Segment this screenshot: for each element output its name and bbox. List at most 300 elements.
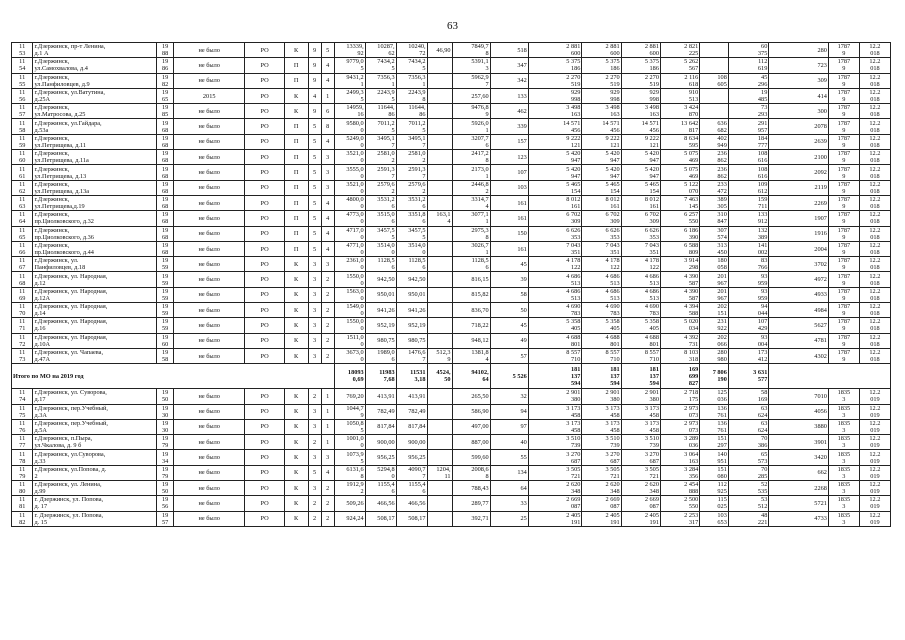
cell-code: 4781: [769, 333, 829, 348]
cell-cost_b: 8 012 161: [582, 195, 621, 210]
table-row: [12, 287, 891, 302]
cell-cost_e: 115 025: [700, 496, 729, 511]
cell-wall_material: не было: [173, 303, 244, 318]
cell-cost_c: 8 012 161: [621, 195, 660, 210]
cell-cost_c: 3 173 458: [621, 419, 660, 434]
cell-cost_total: 45: [490, 318, 528, 333]
cell-area_total: 2: [321, 496, 334, 511]
cell-floors_2: 4: [308, 88, 321, 103]
cell-cost_f: 65 573: [728, 450, 768, 465]
cell-area_total: 4: [321, 73, 334, 88]
cell-year_start: 1835 3: [828, 419, 859, 434]
cell-cost_d: 2 454 888: [660, 481, 699, 496]
cell-floors_1: К: [284, 318, 308, 333]
total-value: 11983 7,68: [365, 364, 396, 389]
cell-year_start: 1787 9: [828, 226, 859, 241]
cell-num: 11 78: [12, 450, 33, 465]
cell-year: 19 68: [157, 119, 174, 134]
cell-wall_material: не было: [173, 134, 244, 149]
cell-cost_b: 3 173 458: [582, 419, 621, 434]
cell-floors_1: К: [284, 257, 308, 272]
cell-area_c: 2581,0 2: [396, 150, 427, 165]
cell-area_total: 3: [321, 165, 334, 180]
cell-floors_2: 3: [308, 404, 321, 419]
cell-cost_c: 4 686 513: [621, 272, 660, 287]
table-row: [12, 465, 891, 480]
cell-area_c: 950,01: [396, 287, 427, 302]
cell-type: РО: [245, 303, 284, 318]
table-row: [12, 211, 891, 226]
cell-area_b: 3514,0 0: [365, 241, 396, 256]
cell-cost_f: 53 512: [728, 496, 768, 511]
cell-cost_b: 5 465 154: [582, 180, 621, 195]
cell-code: 7010: [769, 389, 829, 404]
cell-cost_e: 151 080: [700, 465, 729, 480]
cell-cost_a: 2 270 519: [528, 73, 582, 88]
cell-cost_e: 313 450: [700, 241, 729, 256]
cell-type: РО: [245, 257, 284, 272]
cell-code: 300: [769, 104, 829, 119]
cell-cost_a: 4 688 801: [528, 333, 582, 348]
cell-cost_total: 150: [490, 226, 528, 241]
cell-cost_f: 48 221: [728, 511, 768, 526]
cell-type: РО: [245, 180, 284, 195]
cell-area_b: 3515,0 6: [365, 211, 396, 226]
cell-code: 2078: [769, 119, 829, 134]
cell-plan_period: 12.2 019: [859, 419, 890, 434]
cell-cost_e: 180 058: [700, 257, 729, 272]
cell-area_c: 2591,3 7: [396, 165, 427, 180]
cell-area_total: 2: [321, 511, 334, 526]
cell-area_total: 3: [321, 257, 334, 272]
cell-floors_2: 3: [308, 481, 321, 496]
cell-address: г.Дзержинск, ул.Ватутина, д.25А: [33, 88, 157, 103]
cell-area_total: 3: [321, 150, 334, 165]
cell-cost_b: 2 669 087: [582, 496, 621, 511]
cell-area_b: 10287, 62: [365, 43, 396, 58]
cell-plan_period: 12.2 018: [859, 241, 890, 256]
cell-cost_e: [700, 88, 729, 103]
cell-num: 11 81: [12, 496, 33, 511]
cell-year_start: 1835 3: [828, 465, 859, 480]
cell-floors_2: 9: [308, 43, 321, 58]
cell-cost_a: 3 505 721: [528, 465, 582, 480]
cell-cost_b: 4 686 513: [582, 287, 621, 302]
cell-type: РО: [245, 272, 284, 287]
cell-area_d: [427, 511, 452, 526]
cell-area_total: 4: [321, 134, 334, 149]
cell-cost_b: 3 505 721: [582, 465, 621, 480]
cell-floors_1: П: [284, 165, 308, 180]
cell-year: 19 56: [157, 496, 174, 511]
cell-code: 2100: [769, 150, 829, 165]
cell-year: 19 68: [157, 226, 174, 241]
cell-num: 11 67: [12, 257, 33, 272]
cell-code: 1916: [769, 226, 829, 241]
cell-year_start: 1787 9: [828, 88, 859, 103]
cell-area_b: 782,49: [365, 404, 396, 419]
cell-cost_e: 389 305: [700, 195, 729, 210]
cell-address: г.Дзержинск, ул.Петрищева, д.13а: [33, 180, 157, 195]
cell-area_d: [427, 150, 452, 165]
cell-area_c: 1128,5 6: [396, 257, 427, 272]
cell-year: 19 59: [157, 257, 174, 272]
cell-area_b: 980,75: [365, 333, 396, 348]
total-value: 169 699 827: [660, 364, 699, 389]
cell-cost_e: 202 066: [700, 333, 729, 348]
cell-area_b: 942,50: [365, 272, 396, 287]
cell-year_start: 1835 3: [828, 404, 859, 419]
cell-area_a: 2361,0 0: [334, 257, 365, 272]
cell-area_c: 3531,2 6: [396, 195, 427, 210]
cell-area_b: 5294,8 0: [365, 465, 396, 480]
cell-area_d: [427, 226, 452, 241]
cell-address: г.Дзержинск, ул. Народная, д.14: [33, 303, 157, 318]
table-row: [12, 104, 891, 119]
cell-cost_total: 107: [490, 165, 528, 180]
cell-cost_d: 6 588 809: [660, 241, 699, 256]
cell-area_total: 1: [321, 404, 334, 419]
cell-cost_e: 402 949: [700, 134, 729, 149]
cell-cost_a: 2 620 348: [528, 481, 582, 496]
cell-cost_f: 184 777: [728, 134, 768, 149]
cell-floors_1: К: [284, 450, 308, 465]
cell-area_a: 1050,8 5: [334, 419, 365, 434]
cell-cost_b: 2 901 380: [582, 389, 621, 404]
cell-num: 11 80: [12, 481, 33, 496]
cell-cost_b: 3 510 739: [582, 435, 621, 450]
cell-cost_c: 4 688 801: [621, 333, 660, 348]
cell-plan_period: 12.2 019: [859, 481, 890, 496]
cell-code: 1907: [769, 211, 829, 226]
table-row: [12, 333, 891, 348]
cell-area_c: 1476,6 7: [396, 348, 427, 363]
table-row: [12, 165, 891, 180]
cell-wall_material: не было: [173, 272, 244, 287]
cell-year_start: 1835 3: [828, 450, 859, 465]
table-row: [12, 318, 891, 333]
cell-area_c: 11644, 86: [396, 104, 427, 119]
cell-residents: 887,00: [452, 435, 490, 450]
cell-year: 19 65: [157, 88, 174, 103]
cell-area_c: 3495,1 7: [396, 134, 427, 149]
cell-cost_a: 4 686 513: [528, 272, 582, 287]
cell-area_d: [427, 119, 452, 134]
cell-floors_1: К: [284, 435, 308, 450]
cell-year: 19 85: [157, 104, 174, 119]
cell-area_a: 1550,0 0: [334, 272, 365, 287]
cell-cost_c: 5 420 947: [621, 150, 660, 165]
cell-floors_2: 2: [308, 511, 321, 526]
cell-cost_f: 93 959: [728, 287, 768, 302]
cell-area_total: 1: [321, 419, 334, 434]
cell-floors_1: П: [284, 195, 308, 210]
cell-plan_period: 12.2 019: [859, 511, 890, 526]
cell-year_start: 1787 9: [828, 58, 859, 73]
cell-floors_1: К: [284, 333, 308, 348]
cell-cost_c: 5 358 405: [621, 318, 660, 333]
cell-cost_f: 73 293: [728, 104, 768, 119]
cell-floors_1: К: [284, 88, 308, 103]
cell-cost_f: 109 612: [728, 180, 768, 195]
cell-cost_e: 310 847: [700, 211, 729, 226]
cell-cost_d: 8 103 318: [660, 348, 699, 363]
cell-area_d: [427, 104, 452, 119]
cell-floors_2: 3: [308, 257, 321, 272]
cell-cost_total: 94: [490, 404, 528, 419]
cell-num: 11 64: [12, 211, 33, 226]
cell-cost_c: 7 043 351: [621, 241, 660, 256]
cell-cost_c: 2 881 600: [621, 43, 660, 58]
cell-num: 11 59: [12, 134, 33, 149]
cell-floors_1: К: [284, 465, 308, 480]
cell-address: г.Дзержинск, ул. Ленина, д.99: [33, 481, 157, 496]
cell-cost_c: 5 420 947: [621, 165, 660, 180]
cell-cost_d: 910 513: [660, 88, 699, 103]
cell-num: 11 53: [12, 43, 33, 58]
cell-cost_a: 5 375 186: [528, 58, 582, 73]
cell-wall_material: не было: [173, 43, 244, 58]
table-row: [12, 134, 891, 149]
cell-area_c: 3514,0 0: [396, 241, 427, 256]
cell-cost_f: 19 485: [728, 88, 768, 103]
cell-cost_b: 5 420 947: [582, 165, 621, 180]
cell-address: г.Дзержинск, ул.Гайдара, д.53а: [33, 119, 157, 134]
cell-floors_2: 3: [308, 272, 321, 287]
cell-year_start: 1787 9: [828, 119, 859, 134]
cell-cost_b: 5 358 405: [582, 318, 621, 333]
cell-wall_material: не было: [173, 511, 244, 526]
cell-area_b: 7356,3 1: [365, 73, 396, 88]
cell-floors_2: 3: [308, 303, 321, 318]
cell-area_total: 2: [321, 348, 334, 363]
cell-code: 4972: [769, 272, 829, 287]
cell-cost_d: 3 914 298: [660, 257, 699, 272]
cell-area_total: 8: [321, 119, 334, 134]
cell-residents: 5391,1 3: [452, 58, 490, 73]
cell-area_a: 9779,0 5: [334, 58, 365, 73]
cell-floors_2: 5: [308, 119, 321, 134]
table-row: [12, 511, 891, 526]
cell-area_b: 1155,4 6: [365, 481, 396, 496]
cell-cost_c: 3 270 687: [621, 450, 660, 465]
cell-cost_total: 57: [490, 348, 528, 363]
cell-area_c: 466,56: [396, 496, 427, 511]
cell-year_start: 1787 9: [828, 241, 859, 256]
cell-plan_period: 12.2 018: [859, 333, 890, 348]
cell-wall_material: не было: [173, 348, 244, 363]
cell-cost_total: 103: [490, 180, 528, 195]
cell-address: г.Дзержинск, ул. Народная, д.16: [33, 318, 157, 333]
cell-area_total: 4: [321, 195, 334, 210]
cell-address: г.Дзержинск, ул.Попова, д. 2: [33, 465, 157, 480]
cell-floors_2: 5: [308, 226, 321, 241]
cell-residents: 836,70: [452, 303, 490, 318]
cell-floors_1: П: [284, 119, 308, 134]
cell-wall_material: не было: [173, 119, 244, 134]
cell-area_c: 2579,6 2: [396, 180, 427, 195]
cell-cost_c: 2 901 380: [621, 389, 660, 404]
cell-code: 662: [769, 465, 829, 480]
cell-num: 11 75: [12, 404, 33, 419]
table-row: [12, 496, 891, 511]
cell-plan_period: 12.2 018: [859, 257, 890, 272]
cell-cost_c: 2 405 191: [621, 511, 660, 526]
cell-area_a: 4773,0 0: [334, 211, 365, 226]
cell-plan_period: 12.2 018: [859, 211, 890, 226]
cell-cost_total: 32: [490, 389, 528, 404]
cell-address: г.Дзержинск, пр-т Ленина, д.1 А: [33, 43, 157, 58]
cell-type: РО: [245, 481, 284, 496]
cell-type: РО: [245, 287, 284, 302]
cell-cost_c: 929 998: [621, 88, 660, 103]
cell-year: 19 82: [157, 73, 174, 88]
cell-cost_f: 63 624: [728, 419, 768, 434]
cell-area_d: [427, 435, 452, 450]
table-row: [12, 303, 891, 318]
cell-num: 11 62: [12, 180, 33, 195]
cell-code: 3420: [769, 450, 829, 465]
cell-cost_f: 108 616: [728, 165, 768, 180]
cell-area_total: 6: [321, 104, 334, 119]
cell-cost_b: 2 881 600: [582, 43, 621, 58]
cell-cost_b: 3 270 687: [582, 450, 621, 465]
cell-cost_total: 33: [490, 496, 528, 511]
cell-plan_period: 12.2 018: [859, 318, 890, 333]
cell-type: РО: [245, 496, 284, 511]
cell-cost_total: 25: [490, 511, 528, 526]
cell-cost_a: 4 690 783: [528, 303, 582, 318]
cell-cost_total: 97: [490, 419, 528, 434]
cell-cost_c: 4 690 783: [621, 303, 660, 318]
cell-area_b: 2579,6 2: [365, 180, 396, 195]
table-row: [12, 404, 891, 419]
cell-code: 2119: [769, 180, 829, 195]
cell-year: 19 50: [157, 389, 174, 404]
cell-year_start: 1787 9: [828, 150, 859, 165]
cell-cost_total: 49: [490, 333, 528, 348]
cell-cost_c: 14 571 456: [621, 119, 660, 134]
cell-year_start: 1835 3: [828, 511, 859, 526]
cell-area_total: 2: [321, 481, 334, 496]
cell-cost_b: 2 270 519: [582, 73, 621, 88]
cell-cost_d: 2 821 225: [660, 43, 699, 58]
cell-floors_2: 2: [308, 496, 321, 511]
cell-residents: 816,15: [452, 272, 490, 287]
cell-plan_period: 12.2 018: [859, 287, 890, 302]
cell-floors_1: П: [284, 226, 308, 241]
cell-wall_material: не было: [173, 211, 244, 226]
cell-cost_d: 8 634 595: [660, 134, 699, 149]
cell-type: РО: [245, 318, 284, 333]
cell-floors_2: 5: [308, 150, 321, 165]
table-row: [12, 180, 891, 195]
cell-address: г.Дзержинск, ул. Суворова, д.17: [33, 389, 157, 404]
cell-area_total: 4: [321, 226, 334, 241]
cell-year_start: 1835 3: [828, 496, 859, 511]
cell-residents: 392,71: [452, 511, 490, 526]
table-row: [12, 241, 891, 256]
cell-wall_material: не было: [173, 150, 244, 165]
cell-cost_total: 347: [490, 58, 528, 73]
cell-floors_1: П: [284, 58, 308, 73]
cell-floors_2: 9: [308, 104, 321, 119]
cell-cost_c: 2 270 519: [621, 73, 660, 88]
cell-area_a: 1044,7 9: [334, 404, 365, 419]
cell-area_c: 2243,9 8: [396, 88, 427, 103]
cell-code: 2639: [769, 134, 829, 149]
cell-num: 11 54: [12, 58, 33, 73]
cell-area_d: [427, 165, 452, 180]
cell-address: г.Дзержинск, ул.Самохвалова, д.4: [33, 58, 157, 73]
cell-residents: 5926,0 1: [452, 119, 490, 134]
cell-wall_material: не было: [173, 404, 244, 419]
cell-area_total: 3: [321, 180, 334, 195]
cell-cost_f: 173 412: [728, 348, 768, 363]
cell-address: г.Дзержинск, пр.Циолковского, д.36: [33, 226, 157, 241]
cell-floors_2: 3: [308, 333, 321, 348]
table-row: [12, 43, 891, 58]
total-value: 4524, 50: [427, 364, 452, 389]
cell-cost_e: 201 967: [700, 287, 729, 302]
cell-cost_d: 3 289 036: [660, 435, 699, 450]
cell-area_total: 1: [321, 389, 334, 404]
cell-cost_total: 134: [490, 465, 528, 480]
cell-cost_d: 4 394 588: [660, 303, 699, 318]
cell-cost_b: 4 690 783: [582, 303, 621, 318]
cell-wall_material: не было: [173, 496, 244, 511]
cell-cost_e: 103 653: [700, 511, 729, 526]
cell-area_total: 3: [321, 450, 334, 465]
cell-code: 3702: [769, 257, 829, 272]
total-value: 18093 0,69: [334, 364, 365, 389]
cell-year_start: 1787 9: [828, 303, 859, 318]
cell-cost_a: 9 222 121: [528, 134, 582, 149]
cell-cost_b: 2 405 191: [582, 511, 621, 526]
cell-area_b: 7011,2 5: [365, 119, 396, 134]
cell-cost_a: 5 420 947: [528, 150, 582, 165]
cell-type: РО: [245, 226, 284, 241]
cell-area_total: 1: [321, 88, 334, 103]
cell-plan_period: 12.2 019: [859, 450, 890, 465]
cell-type: РО: [245, 43, 284, 58]
cell-code: 3901: [769, 435, 829, 450]
cell-cost_e: 136 761: [700, 419, 729, 434]
cell-cost_e: 233 472: [700, 180, 729, 195]
cell-area_b: 2591,3 7: [365, 165, 396, 180]
cell-cost_d: 2 718 175: [660, 389, 699, 404]
cell-wall_material: не было: [173, 58, 244, 73]
cell-area_a: 924,24: [334, 511, 365, 526]
cell-address: г.Дзержинск, ул.Панфиловцев, д.9: [33, 73, 157, 88]
cell-area_d: [427, 257, 452, 272]
cell-floors_2: 3: [308, 450, 321, 465]
cell-cost_total: 339: [490, 119, 528, 134]
cell-year_start: 1787 9: [828, 211, 859, 226]
cell-wall_material: не было: [173, 333, 244, 348]
cell-cost_d: 2 253 317: [660, 511, 699, 526]
cell-code: 280: [769, 43, 829, 58]
cell-address: г.Дзержинск, ул.Петрищева,д.19: [33, 195, 157, 210]
cell-area_d: [427, 180, 452, 195]
cell-year_start: 1835 3: [828, 481, 859, 496]
cell-plan_period: 12.2 019: [859, 404, 890, 419]
cell-num: 11 76: [12, 419, 33, 434]
cell-area_c: 7434,2 5: [396, 58, 427, 73]
cell-floors_2: 9: [308, 58, 321, 73]
cell-residents: 2417,2 8: [452, 150, 490, 165]
cell-cost_total: 39: [490, 272, 528, 287]
